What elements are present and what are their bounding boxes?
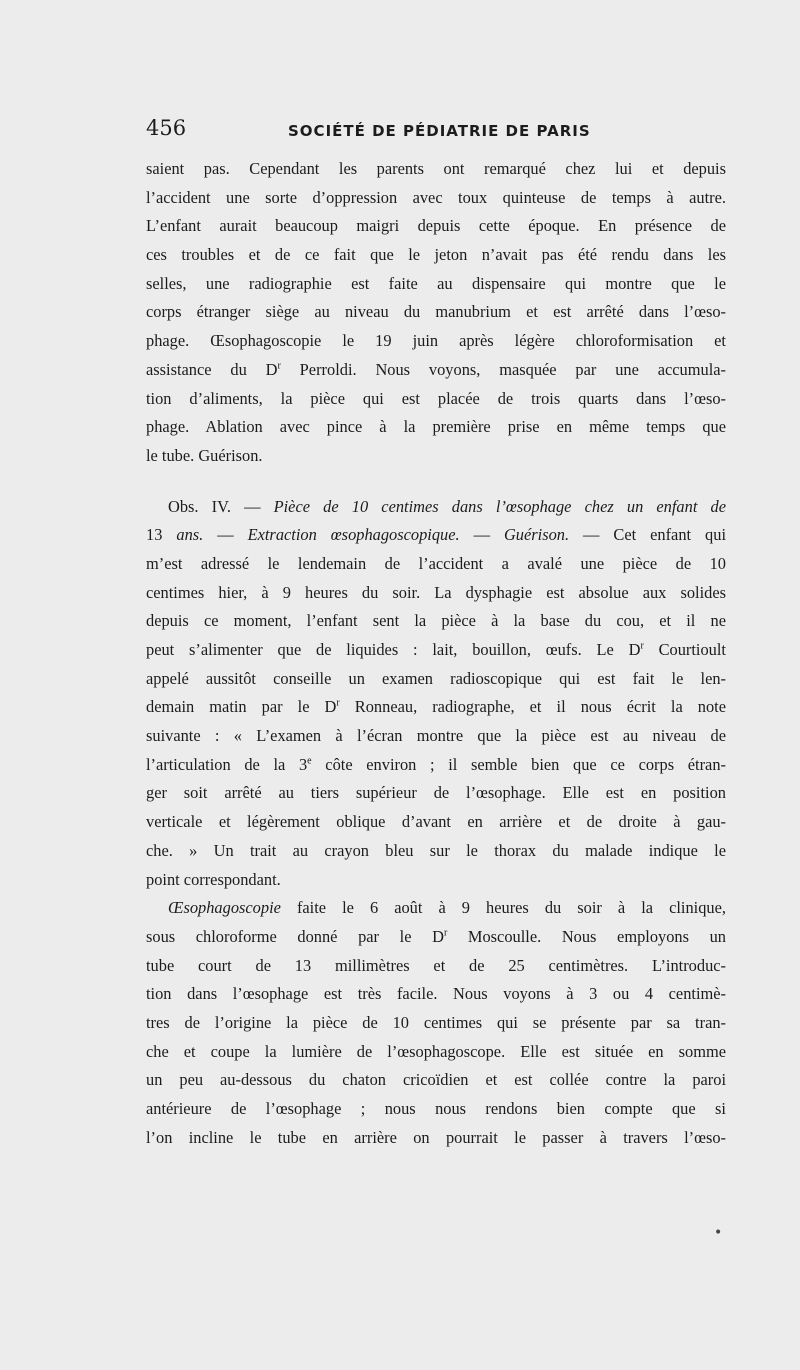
superscript: r xyxy=(443,927,448,939)
text-line xyxy=(146,356,726,385)
text-line: ger soit arrêté au tiers supérieur de l’œsophage. Elle est en position xyxy=(146,783,726,803)
text-run: l’articulation de la 3 xyxy=(146,754,308,774)
text-line: che. » Un trait au crayon bleu sur le thorax du malade indique le xyxy=(146,840,726,860)
text-line: tion dans l’œsophage est très facile. Nous voyons à 3 ou 4 centimè- xyxy=(146,984,726,1004)
paragraph-2 xyxy=(146,493,726,895)
page-header xyxy=(146,116,726,146)
italic-title: Pièce de 10 centimes dans l’œsophage chez un enfant de xyxy=(273,496,726,516)
text-run: Courtioult xyxy=(643,640,726,659)
text-line: antérieure de l’œsophage ; nous nous rendons bien compte que si xyxy=(146,1099,726,1118)
text-run: 13 xyxy=(146,525,177,545)
text-run: côte environ ; il semble bien que ce corps étran- xyxy=(311,754,726,774)
text-run: — xyxy=(459,525,504,545)
paragraph-gap xyxy=(146,471,726,493)
text-line xyxy=(146,493,726,522)
text-line: tion d’aliments, la pièce qui est placée de trois quarts dans l’œso- xyxy=(146,388,726,408)
text-run: Moscoulle. Nous employons un xyxy=(447,926,726,946)
text-line: suivante : « L’examen à l’écran montre que la pièce est au niveau de xyxy=(146,726,726,746)
text-line xyxy=(146,751,726,780)
superscript: r xyxy=(277,360,281,372)
text-line: centimes hier, à 9 heures du soir. La dysphagie est absolue aux solides xyxy=(146,582,726,602)
text-line xyxy=(146,923,726,952)
page-number: 456 xyxy=(146,116,187,140)
running-head: SOCIÉTÉ DE PÉDIATRIE DE PARIS xyxy=(288,122,591,140)
text-line: ces troubles et de ce fait que le jeton n’avait pas été rendu dans les xyxy=(146,245,726,265)
text-run: faite le 6 août à 9 heures du soir à la clinique, xyxy=(280,898,726,918)
text-line: phage. Œsophagoscopie le 19 juin après légère chloroformisation et xyxy=(146,331,726,351)
text-run: — Cet enfant qui xyxy=(569,525,726,545)
text-line: le tube. Guérison. xyxy=(146,445,263,465)
superscript: e xyxy=(307,755,312,767)
obs-label: Obs. IV. — xyxy=(168,496,274,516)
text-run: assistance du D xyxy=(146,359,278,379)
text-run: Ronneau, radiographe, et il nous écrit la note xyxy=(339,697,727,717)
paragraph-3 xyxy=(146,894,726,1152)
italic-run: Œsophagoscopie xyxy=(168,898,281,918)
text-line: saient pas. Cependant les parents ont remarqué chez lui et depuis xyxy=(146,159,726,178)
text-line: verticale et légèrement oblique d’avant en arrière et de droite à gau- xyxy=(146,812,726,832)
text-line: phage. Ablation avec pince à la première prise en même temps que xyxy=(146,417,726,437)
italic-run: ans. xyxy=(176,525,204,545)
text-line xyxy=(146,521,726,550)
text-line xyxy=(146,636,726,665)
body-text xyxy=(146,155,726,1152)
text-run: Perroldi. Nous voyons, masquée par une accumula- xyxy=(280,359,726,379)
text-line: depuis ce moment, l’enfant sent la pièce à la base du cou, et il ne xyxy=(146,611,726,631)
text-line: tres de l’origine la pièce de 10 centimes qui se présente par sa tran- xyxy=(146,1012,726,1032)
text-line xyxy=(146,693,726,722)
text-run: sous chloroforme donné par le D xyxy=(146,926,444,946)
superscript: r xyxy=(336,697,340,709)
paragraph-1 xyxy=(146,155,726,471)
text-line: selles, une radiographie est faite au dispensaire qui montre que le xyxy=(146,273,726,293)
text-run: demain matin par le D xyxy=(146,697,337,717)
text-line: tube court de 13 millimètres et de 25 centimètres. L’introduc- xyxy=(146,955,726,975)
text-run: — xyxy=(203,525,248,545)
text-line: che et coupe la lumière de l’œsophagoscope. Elle est située en somme xyxy=(146,1041,726,1061)
text-line: un peu au-dessous du chaton cricoïdien et est collée contre la paroi xyxy=(146,1070,726,1090)
text-line: m’est adressé le lendemain de l’accident a avalé une pièce de 10 xyxy=(146,553,726,573)
margin-mark: • xyxy=(714,1225,723,1241)
text-line: l’accident une sorte d’oppression avec toux quinteuse de temps à autre. xyxy=(146,187,726,207)
text-line: appelé aussitôt conseille un examen radioscopique qui est fait le len- xyxy=(146,668,726,688)
italic-run: Guérison. xyxy=(503,525,570,545)
text-line: l’on incline le tube en arrière on pourrait le passer à travers l’œso- xyxy=(146,1127,726,1147)
text-run: peut s’alimenter que de liquides : lait, bouillon, œufs. Le D xyxy=(146,640,641,659)
text-line: corps étranger siège au niveau du manubrium et est arrêté dans l’œso- xyxy=(146,302,726,322)
text-line: L’enfant aurait beaucoup maigri depuis cette époque. En présence de xyxy=(146,216,726,236)
italic-run: Extraction œsophagoscopique. xyxy=(247,525,460,545)
superscript: r xyxy=(640,640,644,652)
text-line xyxy=(146,894,726,923)
text-line: point correspondant. xyxy=(146,869,281,889)
